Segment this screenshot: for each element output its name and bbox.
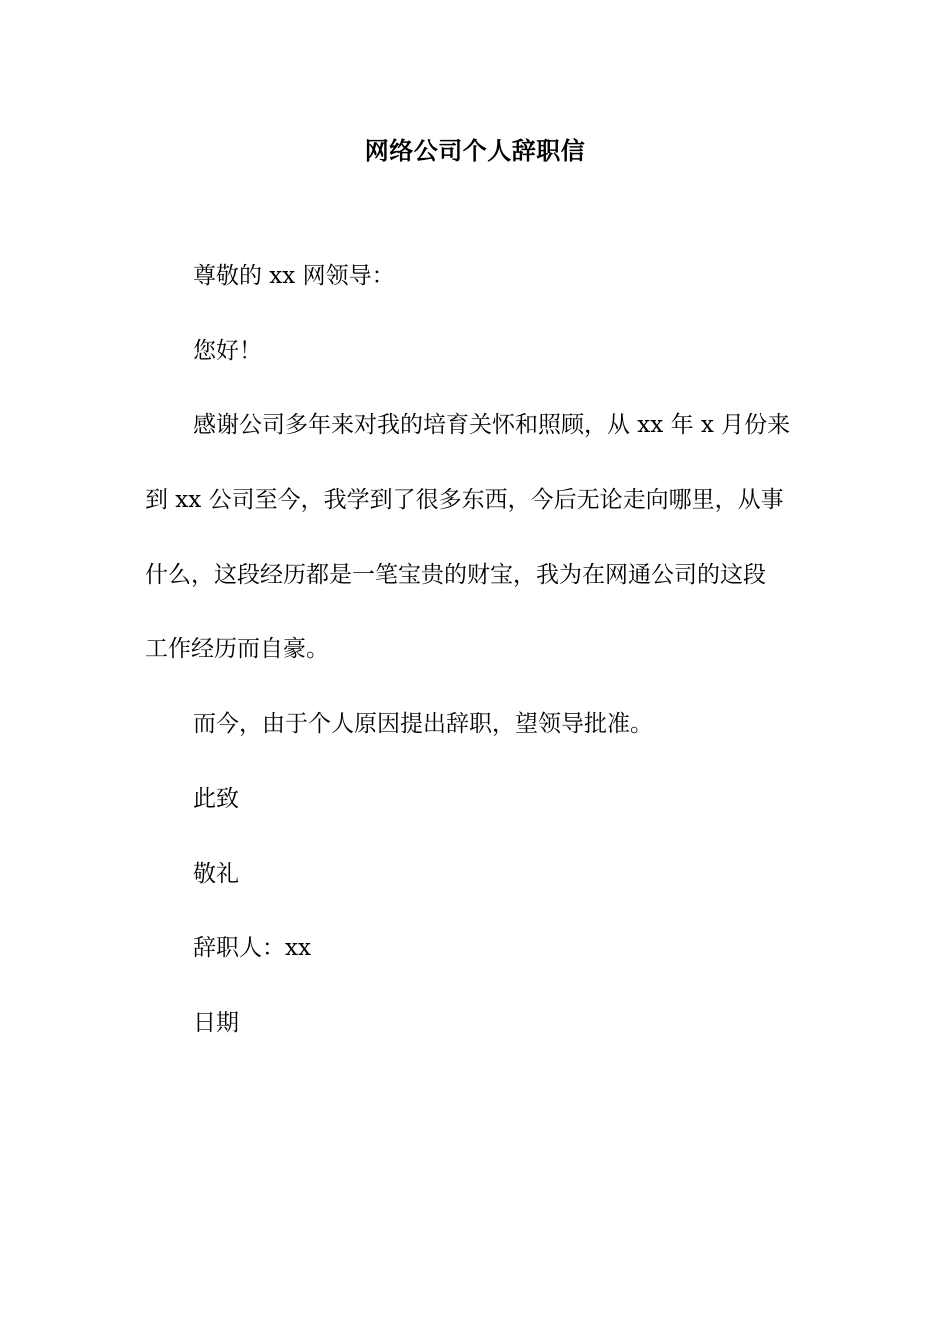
- signer-line: 辞职人：xx: [193, 935, 311, 961]
- body-line: 什么，这段经历都是一笔宝贵的财宝，我为在网通公司的这段: [145, 562, 766, 588]
- closing-jing-li: 敬礼: [193, 861, 239, 887]
- body-line: 感谢公司多年来对我的培育关怀和照顾，从 xx 年 x 月份来: [193, 412, 791, 438]
- body-line: 工作经历而自豪。: [145, 636, 329, 662]
- body-line: 到 xx 公司至今，我学到了很多东西，今后无论走向哪里，从事: [145, 487, 784, 513]
- date-line: 日期: [193, 1010, 239, 1036]
- greeting: 您好！: [193, 338, 262, 364]
- closing-ci-zhi: 此致: [193, 786, 239, 812]
- salutation: 尊敬的 xx 网领导：: [193, 263, 395, 289]
- document-title: 网络公司个人辞职信: [364, 136, 586, 165]
- request-paragraph: 而今，由于个人原因提出辞职，望领导批准。: [193, 711, 653, 737]
